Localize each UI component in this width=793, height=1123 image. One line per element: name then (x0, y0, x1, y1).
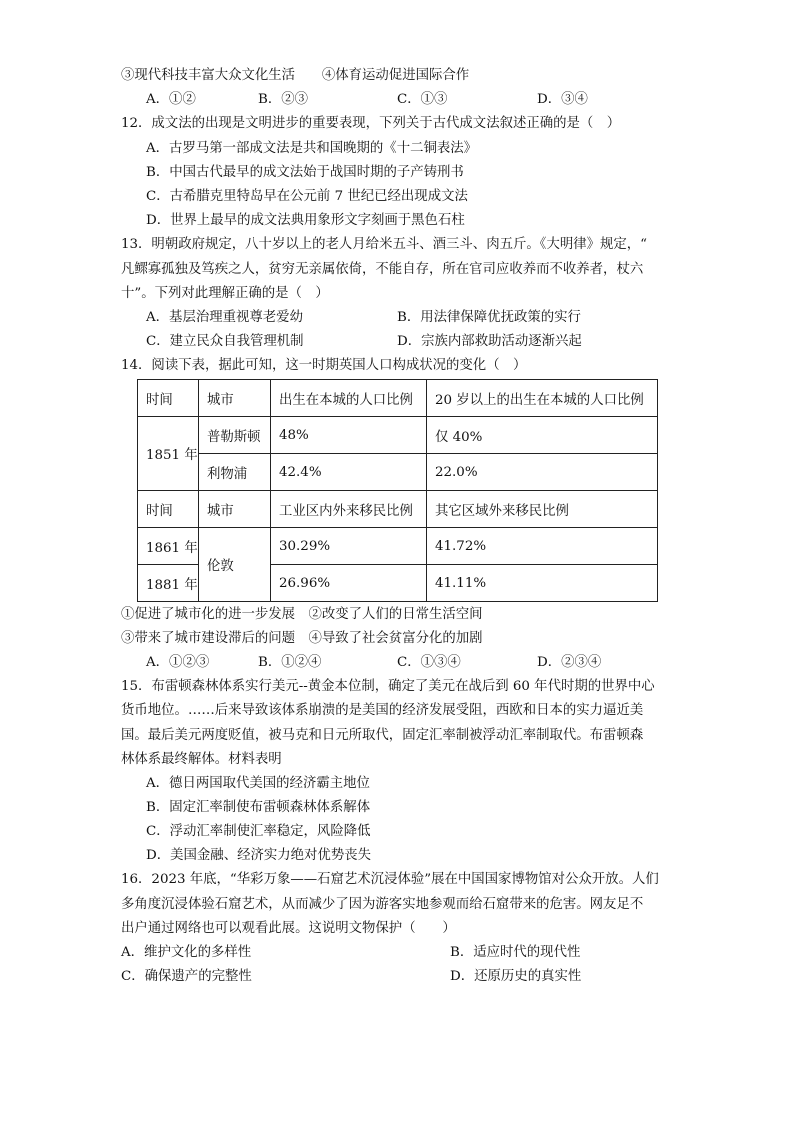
table-cell: 仅 40% (427, 417, 658, 454)
table-header-cell: 城市 (199, 491, 271, 528)
q15-option-d[interactable]: D．美国金融、经济实力绝对优势丧失 (146, 848, 371, 863)
q14-option-c[interactable]: C．①③④ (397, 655, 461, 670)
q11-items-line: ③现代科技丰富大众文化生活 ④体育运动促进国际合作 (121, 68, 470, 83)
q16-option-b[interactable]: B．适应时代的现代性 (450, 945, 581, 960)
q11-option-a[interactable]: A．①② (146, 92, 196, 107)
q11-option-b[interactable]: B．②③ (258, 92, 309, 107)
table-header-cell: 其它区域外来移民比例 (427, 491, 658, 528)
table-header-cell: 工业区内外来移民比例 (271, 491, 427, 528)
q13-stem-line-1: 13．明朝政府规定，八十岁以上的老人月给米五斗、酒三斗、肉五斤。《大明律》规定，“ (121, 237, 648, 252)
q12-option-d[interactable]: D．世界上最早的成文法典用象形文字刻画于黑色石柱 (146, 213, 465, 228)
q16-option-a[interactable]: A．维护文化的多样性 (121, 945, 252, 960)
q14-stem: 14．阅读下表，据此可知，这一时期英国人口构成状况的变化（ ） (121, 358, 527, 373)
q14-items-line-1: ①促进了城市化的进一步发展 ②改变了人们的日常生活空间 (121, 607, 483, 622)
table-header-cell: 城市 (199, 380, 271, 417)
table-cell: 42.4% (271, 454, 427, 491)
table-year-cell: 1861 年 (138, 528, 199, 565)
table-header-row (138, 491, 658, 528)
table-row (138, 454, 658, 491)
table-cell: 41.11% (427, 565, 658, 602)
table-cell: 22.0% (427, 454, 658, 491)
q15-stem-line-2: 货币地位。……后来导致该体系崩溃的是美国的经济发展受阻，西欧和日本的实力逼近美 (121, 703, 644, 718)
table-city-cell: 普勒斯顿 (199, 417, 271, 454)
q12-option-b[interactable]: B．中国古代最早的成文法始于战国时期的子产铸刑书 (146, 165, 464, 180)
q11-option-d[interactable]: D．③④ (537, 92, 588, 107)
q14-option-a[interactable]: A．①②③ (146, 655, 210, 670)
table-row (138, 417, 658, 454)
table-header-cell: 时间 (138, 380, 199, 417)
table-city-cell: 利物浦 (199, 454, 271, 491)
q12-option-a[interactable]: A．古罗马第一部成文法是共和国晚期的《十二铜表法》 (146, 141, 478, 156)
table-cell: 26.96% (271, 565, 427, 602)
q16-stem-line-1: 16．2023 年底，“华彩万象——石窟艺术沉浸体验”展在中国国家博物馆对公众开放。人们 (121, 872, 659, 887)
q13-option-c[interactable]: C．建立民众自我管理机制 (146, 334, 304, 349)
q15-option-b[interactable]: B．固定汇率制使布雷顿森林体系解体 (146, 800, 371, 815)
table-cell: 30.29% (271, 528, 427, 565)
q11-option-c[interactable]: C．①③ (397, 92, 448, 107)
q15-option-a[interactable]: A．德日两国取代美国的经济霸主地位 (146, 776, 370, 791)
q13-option-a[interactable]: A．基层治理重视尊老爱幼 (146, 310, 303, 325)
q16-stem-line-3: 出户通过网络也可以观看此展。这说明文物保护（ ） (121, 921, 456, 936)
table-cell: 41.72% (427, 528, 658, 565)
table-year-cell: 1881 年 (138, 565, 199, 602)
table-year-cell: 1851 年 (138, 417, 199, 491)
q12-option-c[interactable]: C．古希腊克里特岛早在公元前 7 世纪已经出现成文法 (146, 189, 468, 204)
q15-option-c[interactable]: C．浮动汇率制使汇率稳定，风险降低 (146, 824, 371, 839)
table-row (138, 528, 658, 565)
q15-stem-line-1: 15．布雷顿森林体系实行美元--黄金本位制，确定了美元在战后到 60 年代时期的世界中心 (121, 679, 655, 694)
q13-option-d[interactable]: D．宗族内部救助活动逐渐兴起 (397, 334, 582, 349)
q14-items-line-2: ③带来了城市建设滞后的问题 ④导致了社会贫富分化的加剧 (121, 631, 483, 646)
q12-stem: 12．成文法的出现是文明进步的重要表现，下列关于古代成文法叙述正确的是（ ） (121, 116, 621, 131)
table-cell: 48% (271, 417, 427, 454)
q13-option-b[interactable]: B．用法律保障优抚政策的实行 (397, 310, 581, 325)
q16-option-d[interactable]: D．还原历史的真实性 (450, 969, 582, 984)
q15-stem-line-4: 林体系最终解体。材料表明 (121, 752, 282, 767)
q16-option-c[interactable]: C．确保遗产的完整性 (121, 969, 252, 984)
q14-option-d[interactable]: D．②③④ (537, 655, 602, 670)
table-header-cell: 出生在本城的人口比例 (271, 380, 427, 417)
q13-stem-line-3: 十”。下列对此理解正确的是（ ） (121, 286, 329, 301)
q14-option-b[interactable]: B．①②④ (258, 655, 322, 670)
q13-stem-line-2: 凡鳏寡孤独及笃疾之人，贫穷无亲属依倚，不能自存，所在官司应收养而不收养者，杖六 (121, 262, 644, 277)
table-header-cell: 20 岁以上的出生在本城的人口比例 (427, 380, 658, 417)
table-header-cell: 时间 (138, 491, 199, 528)
q16-stem-line-2: 多角度沉浸体验石窟艺术，从而减少了因为游客实地参观而给石窟带来的危害。网友足不 (121, 897, 644, 912)
population-table (137, 379, 658, 602)
q15-stem-line-3: 国。最后美元两度贬值，被马克和日元所取代，固定汇率制被浮动汇率制取代。布雷顿森 (121, 728, 644, 743)
table-city-cell: 伦敦 (199, 528, 271, 602)
table-header-row (138, 380, 658, 417)
